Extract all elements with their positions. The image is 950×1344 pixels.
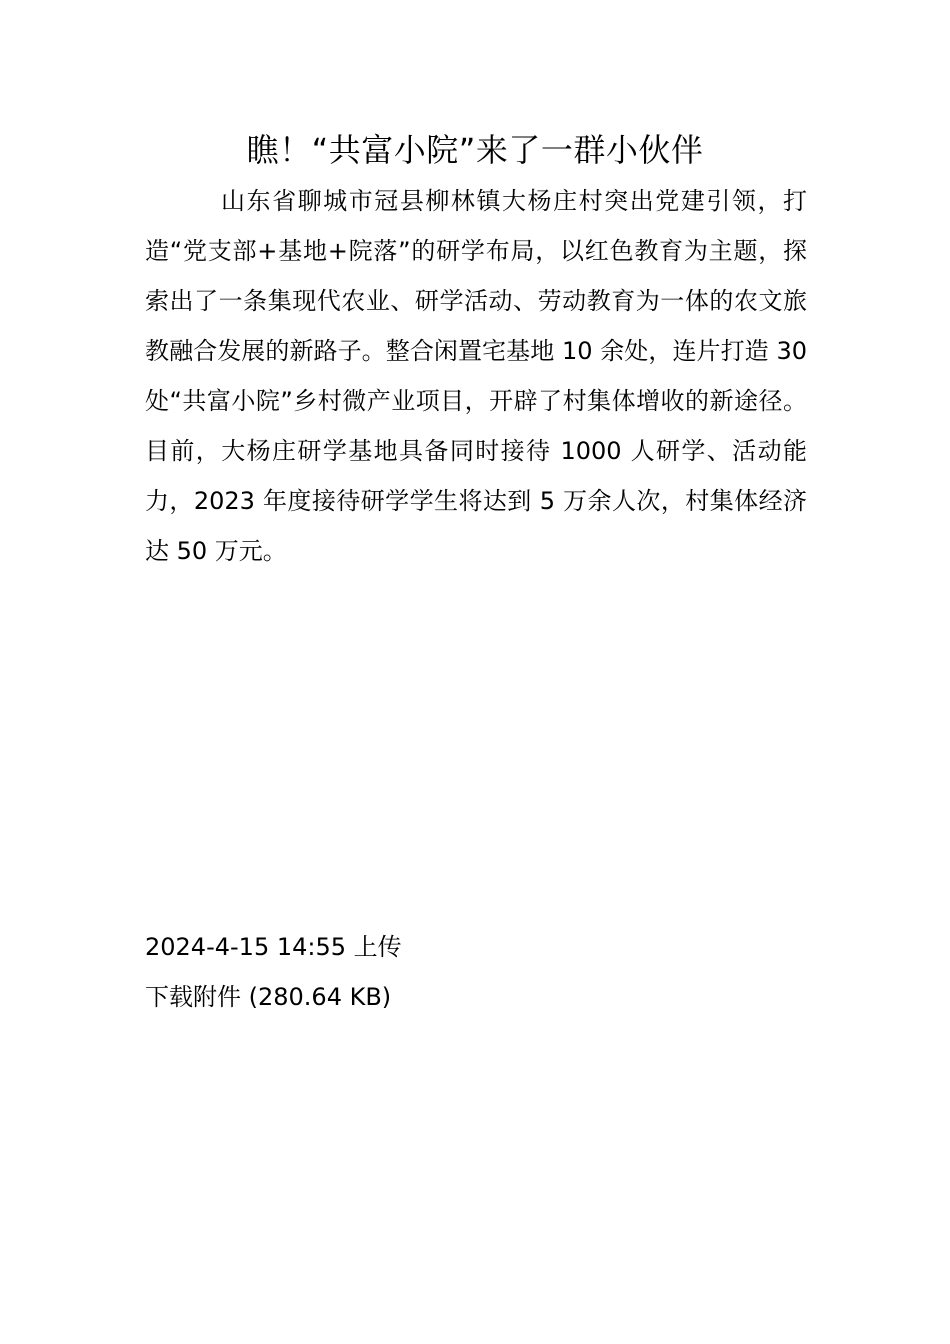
article-body: 山东省聊城市冠县柳林镇大杨庄村突出党建引领，打造“党支部+基地+院落”的研学布局，以红色教育为主题，探索出了一条集现代农业、研学活动、劳动教育为一体的农文旅教融合发展的新路子。整合闲置宅基地 10 余处，连片打造 30 处“共富小院”乡村微产业项目，开辟了村集体增收的新途径。目前，大杨庄研学基地具备同时接待 1000 人研学、活动能力，2023 年度接待研学学生将达到 5 万余人次，村集体经济达 50 万元。 [145,187,807,565]
upload-timestamp: 2024-4-15 14:55 上传 [145,933,402,961]
download-attachment-label[interactable]: 下载附件 (280.64 KB) [145,983,392,1011]
article-title: 瞧！“共富小院”来了一群小伙伴 [246,131,704,169]
download-attachment-link[interactable] [145,972,807,1022]
